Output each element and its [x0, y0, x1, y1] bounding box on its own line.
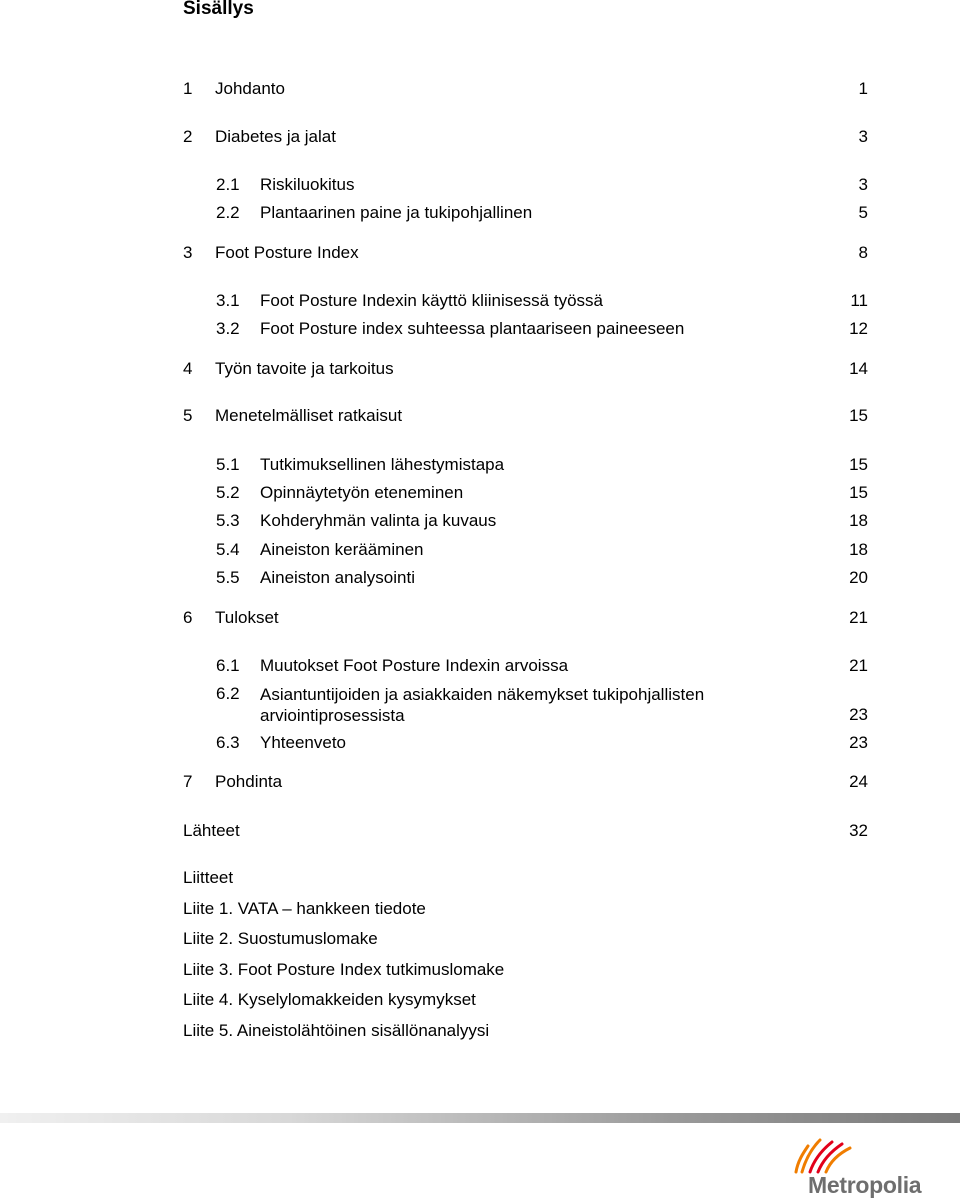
footer-divider [0, 1113, 960, 1123]
appendix-item[interactable]: Liite 4. Kyselylomakkeiden kysymykset [183, 990, 476, 1009]
toc-entry[interactable] [183, 406, 868, 428]
toc-page: 3 [858, 127, 868, 146]
toc-number: 1 [183, 79, 193, 98]
toc-page: 24 [849, 772, 868, 791]
toc-page: 14 [849, 359, 868, 378]
toc-number: 3.1 [216, 291, 240, 310]
toc-subentry[interactable] [216, 175, 868, 197]
toc-number: 5 [183, 406, 193, 425]
toc-page: 23 [849, 705, 868, 724]
toc-title: Plantaarinen paine ja tukipohjallinen [260, 203, 533, 222]
toc-title: Foot Posture Indexin käyttö kliinisessä työssä [260, 291, 603, 310]
toc-subentry[interactable] [216, 511, 868, 533]
toc-subentry[interactable] [216, 455, 868, 477]
toc-title: Yhteenveto [260, 733, 347, 752]
references-title: Lähteet [183, 821, 240, 840]
toc-page: 1 [858, 79, 868, 98]
toc-subentry[interactable] [216, 203, 868, 225]
toc-number: 2 [183, 127, 193, 146]
appendix-item[interactable]: Liite 1. VATA – hankkeen tiedote [183, 899, 426, 918]
toc-title: Muutokset Foot Posture Indexin arvoissa [260, 656, 569, 675]
toc-title: Menetelmälliset ratkaisut [215, 406, 403, 425]
toc-subentry[interactable] [216, 568, 868, 590]
toc-page: 15 [849, 455, 868, 474]
toc-title: Foot Posture index suhteessa plantaariseen paineeseen [260, 319, 685, 338]
toc-subentry[interactable] [216, 656, 868, 678]
appendix-item[interactable]: Liite 3. Foot Posture Index tutkimuslomake [183, 960, 505, 979]
toc-page: 21 [849, 656, 868, 675]
toc-subentry[interactable] [216, 540, 868, 562]
toc-number: 7 [183, 772, 193, 791]
toc-entry[interactable] [183, 243, 868, 265]
toc-title: Aineiston kerääminen [260, 540, 424, 559]
toc-title: Opinnäytetyön eteneminen [260, 483, 464, 502]
logo-wordmark: Metropolia [808, 1172, 922, 1198]
toc-page: 21 [849, 608, 868, 627]
toc-title: Diabetes ja jalat [215, 127, 336, 146]
appendix-item[interactable]: Liite 2. Suostumuslomake [183, 929, 378, 948]
page-title: Sisällys [183, 0, 254, 19]
toc-entry[interactable] [183, 79, 868, 101]
toc-entry[interactable] [183, 359, 868, 381]
toc-number: 6.1 [216, 656, 240, 675]
toc-page: 23 [849, 733, 868, 752]
appendix-item[interactable]: Liite 5. Aineistolähtöinen sisällönanalyysi [183, 1021, 490, 1040]
toc-number: 5.3 [216, 511, 240, 530]
toc-number: 5.1 [216, 455, 240, 474]
toc-number: 2.1 [216, 175, 240, 194]
toc-number: 3.2 [216, 319, 240, 338]
toc-page: 18 [849, 540, 868, 559]
toc-subentry[interactable] [216, 684, 868, 728]
toc-number: 5.5 [216, 568, 240, 587]
toc-number: 5.2 [216, 483, 240, 502]
toc-page: 20 [849, 568, 868, 587]
toc-title: Aineiston analysointi [260, 568, 415, 587]
appendix-heading: Liitteet [183, 868, 234, 887]
toc-title: Kohderyhmän valinta ja kuvaus [260, 511, 497, 530]
toc-entry[interactable] [183, 608, 868, 630]
toc-page: 12 [849, 319, 868, 338]
toc-page: 18 [849, 511, 868, 530]
toc-page: 8 [858, 243, 868, 262]
toc-page: 11 [850, 291, 868, 310]
toc-number: 6 [183, 608, 193, 627]
toc-title: Johdanto [215, 79, 285, 98]
toc-title: Työn tavoite ja tarkoitus [215, 359, 394, 378]
toc-page: 15 [849, 406, 868, 425]
toc-references[interactable] [183, 821, 868, 843]
toc-number: 4 [183, 359, 193, 378]
toc-subentry[interactable] [216, 319, 868, 341]
toc-title: Foot Posture Index [215, 243, 359, 262]
toc-title: Tulokset [215, 608, 279, 627]
toc-number: 3 [183, 243, 193, 262]
toc-number: 6.2 [216, 684, 240, 703]
toc-title: Riskiluokitus [260, 175, 355, 194]
toc-page: 3 [858, 175, 868, 194]
toc-number: 5.4 [216, 540, 240, 559]
toc-page: 5 [858, 203, 868, 222]
toc-number: 6.3 [216, 733, 240, 752]
toc-subentry[interactable] [216, 483, 868, 505]
page-footer [0, 1100, 960, 1201]
toc-number: 2.2 [216, 203, 240, 222]
toc-title: Tutkimuksellinen lähestymistapa [260, 455, 505, 474]
toc-subentry[interactable] [216, 733, 868, 755]
toc-page: 15 [849, 483, 868, 502]
toc-title: Pohdinta [215, 772, 283, 791]
toc-entry[interactable] [183, 127, 868, 149]
toc-entry[interactable] [183, 772, 868, 794]
toc-page: 32 [849, 821, 868, 840]
toc-subentry[interactable] [216, 291, 868, 313]
toc-title: Asiantuntijoiden ja asiakkaiden näkemykset tukipohjallisten arviointiprosessista [260, 685, 705, 725]
